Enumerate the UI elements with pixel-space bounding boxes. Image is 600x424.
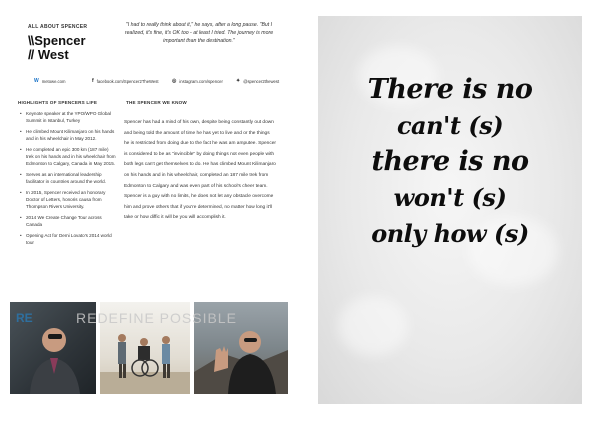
social-text: instagram.com/spencer: [179, 78, 223, 84]
list-item: • He completed an epic 300 km (187 mile) trek on his hands and in his wheelchair from Edmonton to Calgary, Canada in May 2015.: [20, 146, 116, 168]
twitter-icon: ✦: [236, 78, 241, 84]
slogan-line: can't (s): [396, 111, 504, 140]
social-links: [30, 78, 290, 88]
instagram-icon: ◎: [172, 78, 177, 84]
photo-overlay-text: REDEFINE POSSIBLE: [76, 310, 237, 326]
list-item: • Opening Act for Demi Lovato's 2014 world tour: [20, 232, 116, 247]
list-item: • Keynote speaker at the YPO/WPO Global Summit in Istanbul, Turkey: [20, 110, 116, 125]
highlights-list: [20, 110, 116, 250]
svg-text:RE: RE: [16, 311, 33, 325]
right-page: [318, 16, 582, 404]
slogan: [318, 72, 582, 252]
know-title: THE SPENCER WE KNOW: [126, 100, 187, 105]
social-website[interactable]: [34, 78, 65, 84]
social-instagram[interactable]: [172, 78, 223, 84]
body-text: Spencer has had a mind of his own, despite being constantly out down and being told the amount of time he has yet to live and or the things he is restricted from doing due to the fact he was am amputee. Spencer is considered to be as "invincible" by doing things not even people with both legs can't get themselves to do. He has climbed Mount Kilimanjaro on his hands and in his wheelchair, completed an 187 mile trek from Edmonton to Calgary and was even part of his school's cheer team. Spencer is a guy with no limits, he does not let any obstacle overcome him and prove others that if you're determined, no matter how long it'll take or how diffic it will be you will accomplish it.: [124, 120, 276, 221]
slogan-line: there is no: [371, 146, 529, 177]
social-text: metowe.com: [41, 78, 66, 84]
list-item: • He climbed Mount Kilimanjaro on his hands and in his wheelchair in May 2012.: [20, 128, 116, 143]
social-facebook[interactable]: [92, 78, 159, 84]
social-twitter[interactable]: [236, 78, 279, 84]
slogan-line: only how (s): [371, 219, 529, 248]
highlights-title: HIGHLIGHTS OF SPENCERS LIFE: [18, 100, 98, 105]
logo: [28, 34, 86, 62]
list-item: • 2014 We Create Change Tour across Canada: [20, 214, 116, 229]
social-text: @spencer2thewest: [243, 78, 280, 84]
list-item: • In 2015, Spencer received an honorary Doctor of Letters, honoris causa from Thompson Rivers University.: [20, 189, 116, 211]
left-page: [8, 14, 290, 406]
logo-slash-icon: \\: [28, 33, 34, 48]
slogan-line: There is no: [367, 74, 533, 105]
quote: "I had to really think about it," he says, after a long pause. "But I realized, it's fine, it's OK too - at least I tried. The journey is more important than the destination.": [124, 22, 274, 44]
social-text: facebook.com/Spencer2TheWest: [96, 78, 159, 84]
slogan-line: won't (s): [393, 183, 507, 212]
about-label: ALL ABOUT SPENCER: [28, 24, 88, 30]
logo-line2: West: [37, 47, 69, 62]
list-item: • Serves as an international leadership facilitator in countries around the world.: [20, 171, 116, 186]
logo-slash-icon: //: [28, 47, 34, 62]
w-logo-icon: W: [34, 78, 39, 84]
facebook-icon: f: [92, 78, 94, 84]
logo-line1: Spencer: [34, 33, 86, 48]
